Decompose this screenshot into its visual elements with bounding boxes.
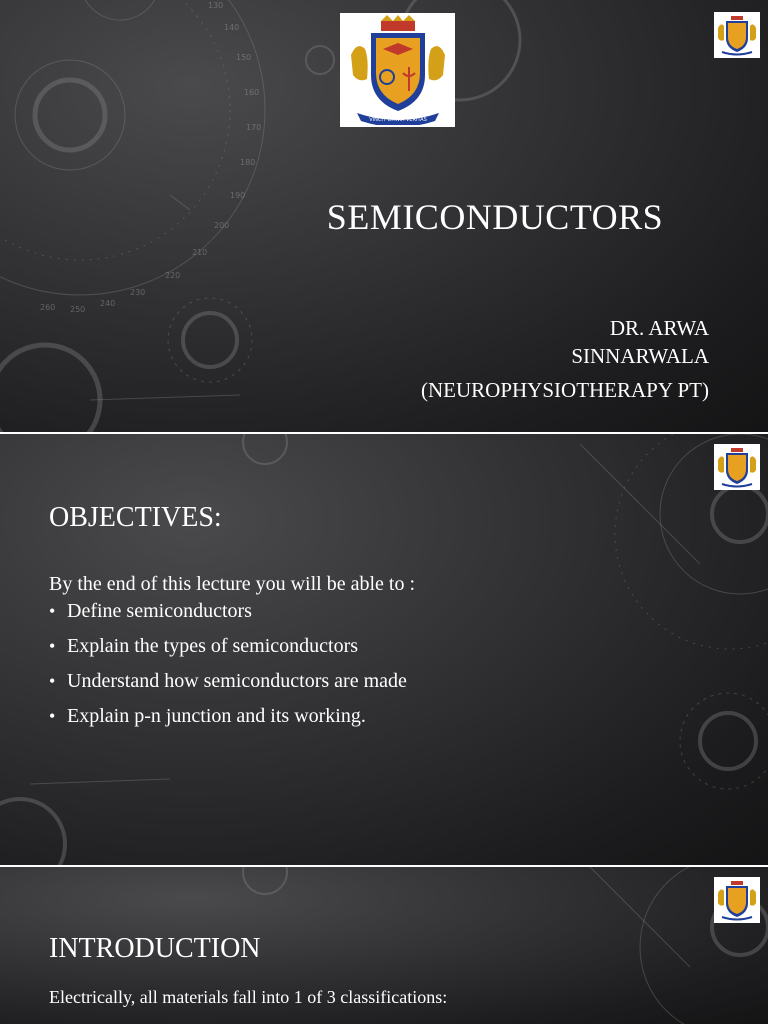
dial-label: 240 — [100, 299, 116, 308]
objectives-intro: By the end of this lecture you will be able to : — [49, 573, 416, 595]
dial-label: 190 — [230, 191, 246, 200]
list-item: • Explain the types of semiconductors — [49, 633, 407, 668]
author-name-line1: DR. ARWA — [609, 316, 709, 340]
dial-label: 250 — [70, 305, 86, 314]
objectives-list — [49, 598, 407, 738]
dial-label: 260 — [40, 303, 56, 312]
crest-icon — [714, 877, 760, 923]
crest-icon — [714, 444, 760, 490]
dial-label: 150 — [236, 53, 252, 62]
introduction-text: Electrically, all materials fall into 1 of 3 classifications: — [49, 987, 448, 1007]
slide-heading: OBJECTIVES: — [49, 502, 222, 533]
slide-title[interactable] — [0, 0, 768, 432]
dial-label: 200 — [214, 221, 230, 230]
list-item: • Understand how semiconductors are made — [49, 668, 407, 703]
list-item: • Explain p-n junction and its working. — [49, 703, 407, 738]
dial-label: 180 — [240, 158, 256, 167]
dial-label: 170 — [246, 123, 262, 132]
dial-label: 160 — [244, 88, 260, 97]
crest-icon — [714, 12, 760, 58]
dial-label: 140 — [224, 23, 240, 32]
author-specialty: (NEUROPHYSIOTHERAPY PT) — [421, 378, 709, 402]
presentation-title: SEMICONDUCTORS — [326, 197, 664, 237]
dial-label: 220 — [165, 271, 181, 280]
dial-label: 230 — [130, 288, 146, 297]
logo-motto: VINCIT OMNIA VERITAS — [368, 117, 427, 123]
slide-introduction[interactable] — [0, 867, 768, 1024]
dial-label: 130 — [208, 1, 224, 10]
slide-objectives[interactable] — [0, 434, 768, 865]
slide-heading: INTRODUCTION — [49, 933, 261, 964]
dial-label: 210 — [192, 248, 208, 257]
college-crest-logo — [340, 13, 455, 127]
list-item: • Define semiconductors — [49, 598, 407, 633]
author-name-line2: SINNARWALA — [571, 344, 709, 368]
